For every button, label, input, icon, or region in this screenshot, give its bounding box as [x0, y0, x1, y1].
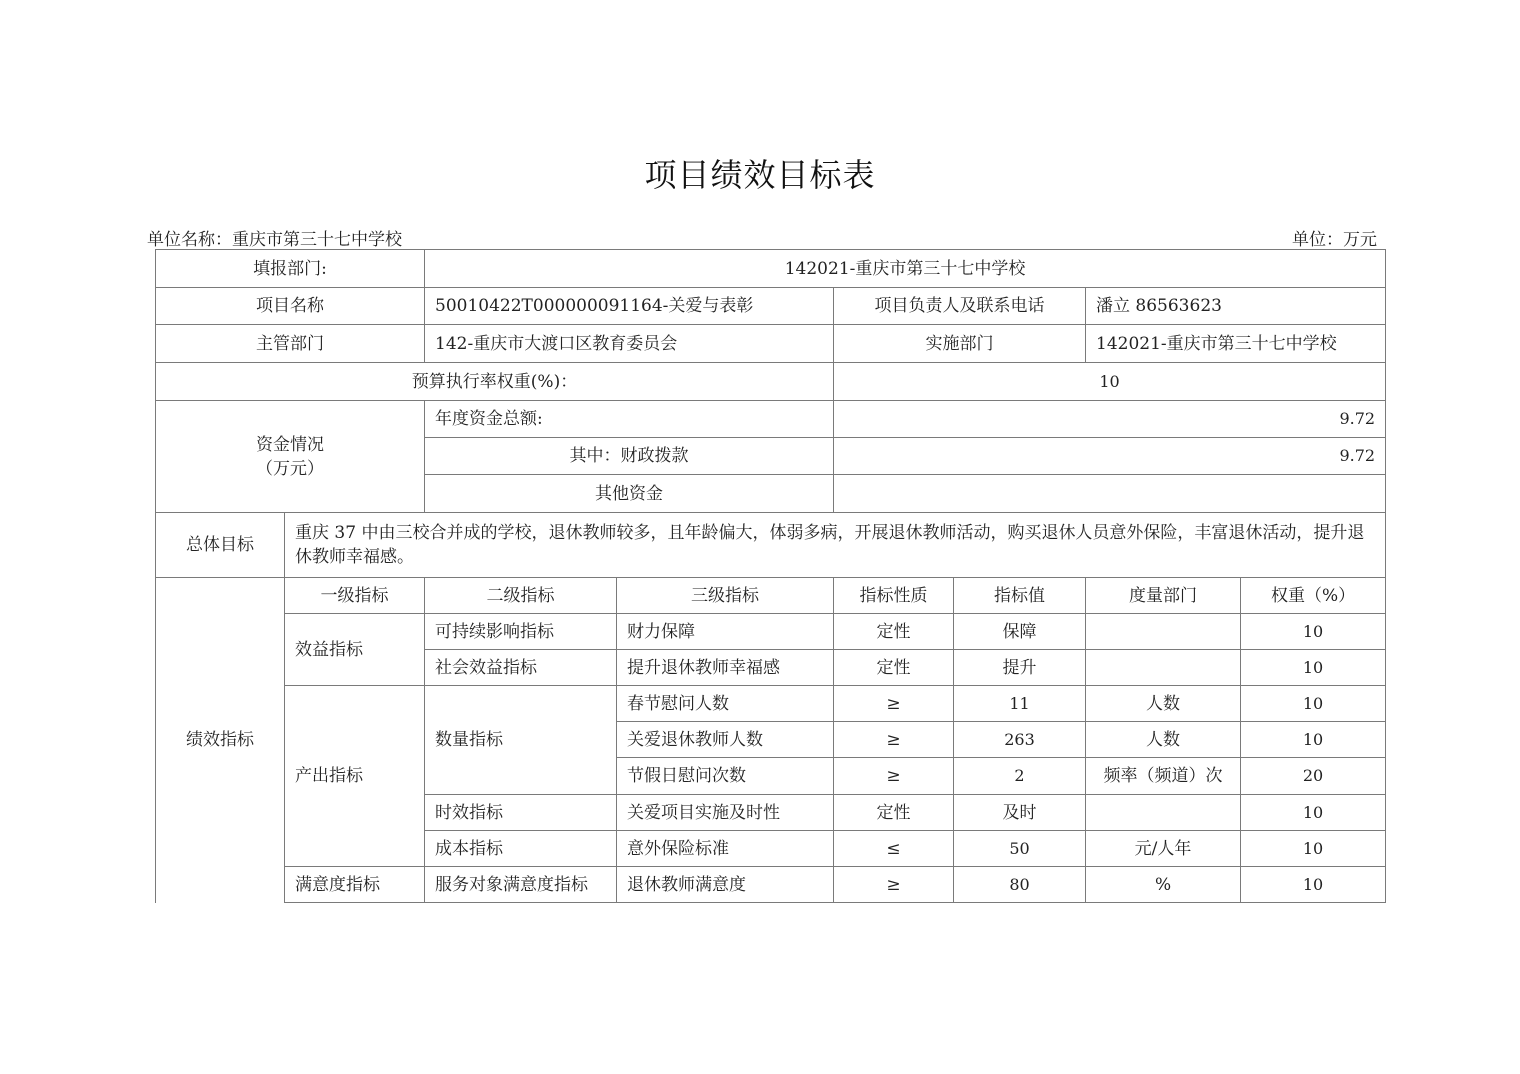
table-row — [156, 401, 1386, 438]
level2-service: 服务对象满意度指标 — [425, 867, 617, 903]
header-weight: 权重（%） — [1241, 578, 1386, 614]
page-title: 项目绩效目标表 — [644, 156, 876, 194]
header-level2: 二级指标 — [425, 578, 617, 614]
header-unit: 度量部门 — [1086, 578, 1241, 614]
supervisor-label: 主管部门 — [156, 325, 425, 363]
header-value: 指标值 — [954, 578, 1086, 614]
table-row — [156, 513, 1386, 578]
funds-total-value: 9.72 — [834, 401, 1386, 438]
funds-label — [156, 401, 425, 513]
funds-label-line1: 资金情况 — [256, 434, 324, 455]
header-level3: 三级指标 — [617, 578, 834, 614]
table-row — [156, 250, 1386, 288]
nature-cell: 定性 — [834, 650, 954, 686]
unit-cell — [1086, 650, 1241, 686]
level2-quantity: 数量指标 — [425, 686, 617, 795]
dept-label: 填报部门: — [156, 250, 425, 288]
value-cell: 提升 — [954, 650, 1086, 686]
weight-cell: 20 — [1241, 758, 1386, 795]
weight-cell: 10 — [1241, 831, 1386, 867]
funds-other-value — [834, 475, 1386, 513]
weight-cell: 10 — [1241, 686, 1386, 722]
weight-cell: 10 — [1241, 795, 1386, 831]
manager-label: 项目负责人及联系电话 — [834, 288, 1086, 325]
header-level1: 一级指标 — [285, 578, 425, 614]
unit-cell — [1086, 795, 1241, 831]
funds-label-line2: （万元） — [256, 458, 324, 479]
funds-fiscal-value: 9.72 — [834, 438, 1386, 475]
unit-cell — [1086, 614, 1241, 650]
level2-timeliness: 时效指标 — [425, 795, 617, 831]
nature-cell: ≥ — [834, 867, 954, 903]
table-row — [156, 686, 1386, 722]
value-cell: 263 — [954, 722, 1086, 758]
budget-weight-label: 预算执行率权重(%)： — [156, 363, 834, 401]
indicators-label: 绩效指标 — [156, 578, 285, 903]
level3-cell: 提升退休教师幸福感 — [617, 650, 834, 686]
value-cell: 及时 — [954, 795, 1086, 831]
table-row — [156, 614, 1386, 650]
project-value: 50010422T000000091164-关爱与表彰 — [425, 288, 834, 325]
value-cell: 80 — [954, 867, 1086, 903]
budget-weight-value: 10 — [834, 363, 1386, 401]
table-row — [156, 288, 1386, 325]
value-cell: 2 — [954, 758, 1086, 795]
funds-other-label: 其他资金 — [425, 475, 834, 513]
weight-cell: 10 — [1241, 614, 1386, 650]
nature-cell: ≥ — [834, 722, 954, 758]
value-cell: 11 — [954, 686, 1086, 722]
weight-cell: 10 — [1241, 867, 1386, 903]
nature-cell: ≤ — [834, 831, 954, 867]
nature-cell: 定性 — [834, 614, 954, 650]
level2-social: 社会效益指标 — [425, 650, 617, 686]
level1-output: 产出指标 — [285, 686, 425, 867]
unit-cell: 元/人年 — [1086, 831, 1241, 867]
level3-cell: 意外保险标准 — [617, 831, 834, 867]
funds-total-label: 年度资金总额: — [425, 401, 834, 438]
impl-dept-label: 实施部门 — [834, 325, 1086, 363]
level2-sustain: 可持续影响指标 — [425, 614, 617, 650]
performance-target-table — [155, 249, 1386, 903]
table-row — [156, 325, 1386, 363]
project-label: 项目名称 — [156, 288, 425, 325]
weight-cell: 10 — [1241, 650, 1386, 686]
level1-benefit: 效益指标 — [285, 614, 425, 686]
level3-cell: 关爱退休教师人数 — [617, 722, 834, 758]
table-row — [156, 363, 1386, 401]
impl-dept-value: 142021-重庆市第三十七中学校 — [1086, 325, 1386, 363]
level1-satisfaction: 满意度指标 — [285, 867, 425, 903]
goal-label: 总体目标 — [156, 513, 285, 578]
table-row — [156, 578, 1386, 614]
level2-cost: 成本指标 — [425, 831, 617, 867]
dept-value: 142021-重庆市第三十七中学校 — [425, 250, 1386, 288]
currency-unit-label: 单位：万元 — [1292, 230, 1377, 250]
supervisor-value: 142-重庆市大渡口区教育委员会 — [425, 325, 834, 363]
header-nature: 指标性质 — [834, 578, 954, 614]
nature-cell: 定性 — [834, 795, 954, 831]
funds-fiscal-label: 其中：财政拨款 — [425, 438, 834, 475]
level3-cell: 财力保障 — [617, 614, 834, 650]
level3-cell: 节假日慰问次数 — [617, 758, 834, 795]
unit-cell: 人数 — [1086, 722, 1241, 758]
goal-text: 重庆 37 中由三校合并成的学校，退休教师较多，且年龄偏大，体弱多病，开展退休教师活动，购买退休人员意外保险，丰富退休活动，提升退休教师幸福感。 — [285, 513, 1386, 578]
unit-cell: 人数 — [1086, 686, 1241, 722]
unit-cell: % — [1086, 867, 1241, 903]
level3-cell: 退休教师满意度 — [617, 867, 834, 903]
level3-cell: 春节慰问人数 — [617, 686, 834, 722]
value-cell: 保障 — [954, 614, 1086, 650]
level3-cell: 关爱项目实施及时性 — [617, 795, 834, 831]
nature-cell: ≥ — [834, 758, 954, 795]
table-row — [156, 867, 1386, 903]
value-cell: 50 — [954, 831, 1086, 867]
weight-cell: 10 — [1241, 722, 1386, 758]
manager-value: 潘立 86563623 — [1086, 288, 1386, 325]
unit-cell: 频率（频道）次 — [1086, 758, 1241, 795]
unit-name-label: 单位名称：重庆市第三十七中学校 — [147, 230, 402, 250]
nature-cell: ≥ — [834, 686, 954, 722]
